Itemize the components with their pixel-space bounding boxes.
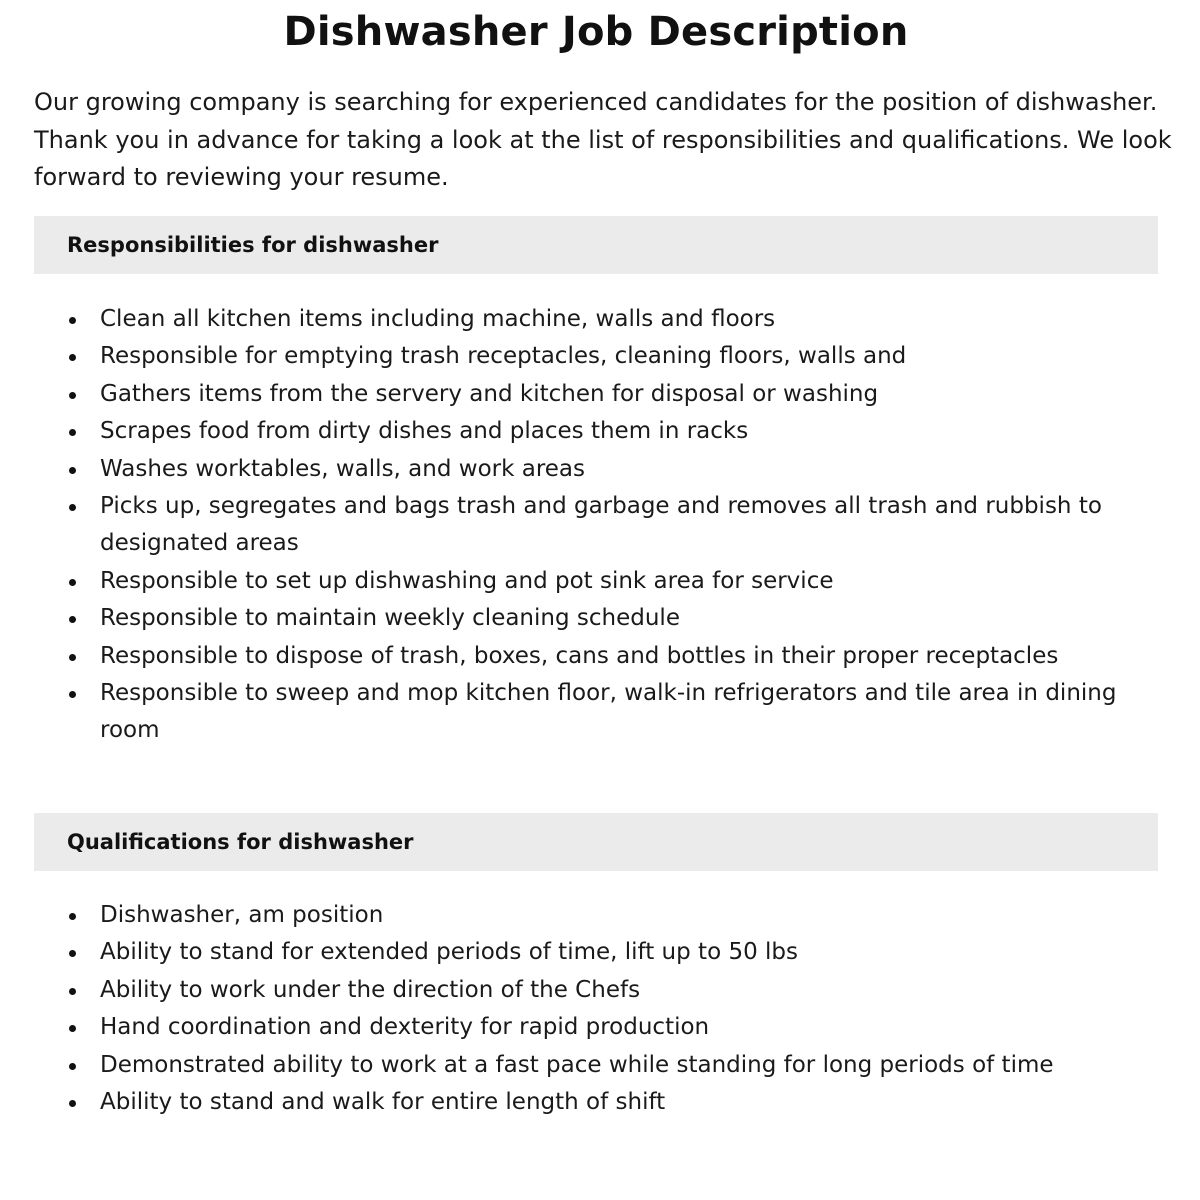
intro-paragraph: Our growing company is searching for experienced candidates for the position of dishwasher. Thank you in advance for taking a look at the list of responsibilities and qualifications. We look forward to reviewing your resume.: [34, 88, 1172, 191]
list-item: Ability to work under the direction of the Chefs: [66, 972, 1166, 1009]
list-item: Clean all kitchen items including machine, walls and floors: [66, 301, 1166, 338]
page-title: Dishwasher Job Description: [283, 9, 909, 55]
responsibilities-list: [66, 301, 1166, 750]
list-item: Responsible to maintain weekly cleaning schedule: [66, 600, 1166, 637]
list-item: Gathers items from the servery and kitchen for disposal or washing: [66, 376, 1166, 413]
list-item: Responsible for emptying trash receptacles, cleaning floors, walls and: [66, 338, 1166, 375]
qualifications-list: [66, 897, 1166, 1121]
list-item: Washes worktables, walls, and work areas: [66, 451, 1166, 488]
list-item: Responsible to sweep and mop kitchen floor, walk-in refrigerators and tile area in dining room: [66, 675, 1166, 750]
list-item: Hand coordination and dexterity for rapid production: [66, 1009, 1166, 1046]
list-item: Responsible to dispose of trash, boxes, cans and bottles in their proper receptacles: [66, 638, 1166, 675]
list-item: Responsible to set up dishwashing and pot sink area for service: [66, 563, 1166, 600]
responsibilities-heading: Responsibilities for dishwasher: [34, 216, 1158, 274]
list-item: Scrapes food from dirty dishes and places them in racks: [66, 413, 1166, 450]
list-item: Ability to stand and walk for entire length of shift: [66, 1084, 1166, 1121]
list-item: Ability to stand for extended periods of time, lift up to 50 lbs: [66, 934, 1166, 971]
list-item: Picks up, segregates and bags trash and garbage and removes all trash and rubbish to designated areas: [66, 488, 1166, 563]
list-item: Dishwasher, am position: [66, 897, 1166, 934]
qualifications-heading: Qualifications for dishwasher: [34, 813, 1158, 871]
list-item: Demonstrated ability to work at a fast pace while standing for long periods of time: [66, 1047, 1166, 1084]
